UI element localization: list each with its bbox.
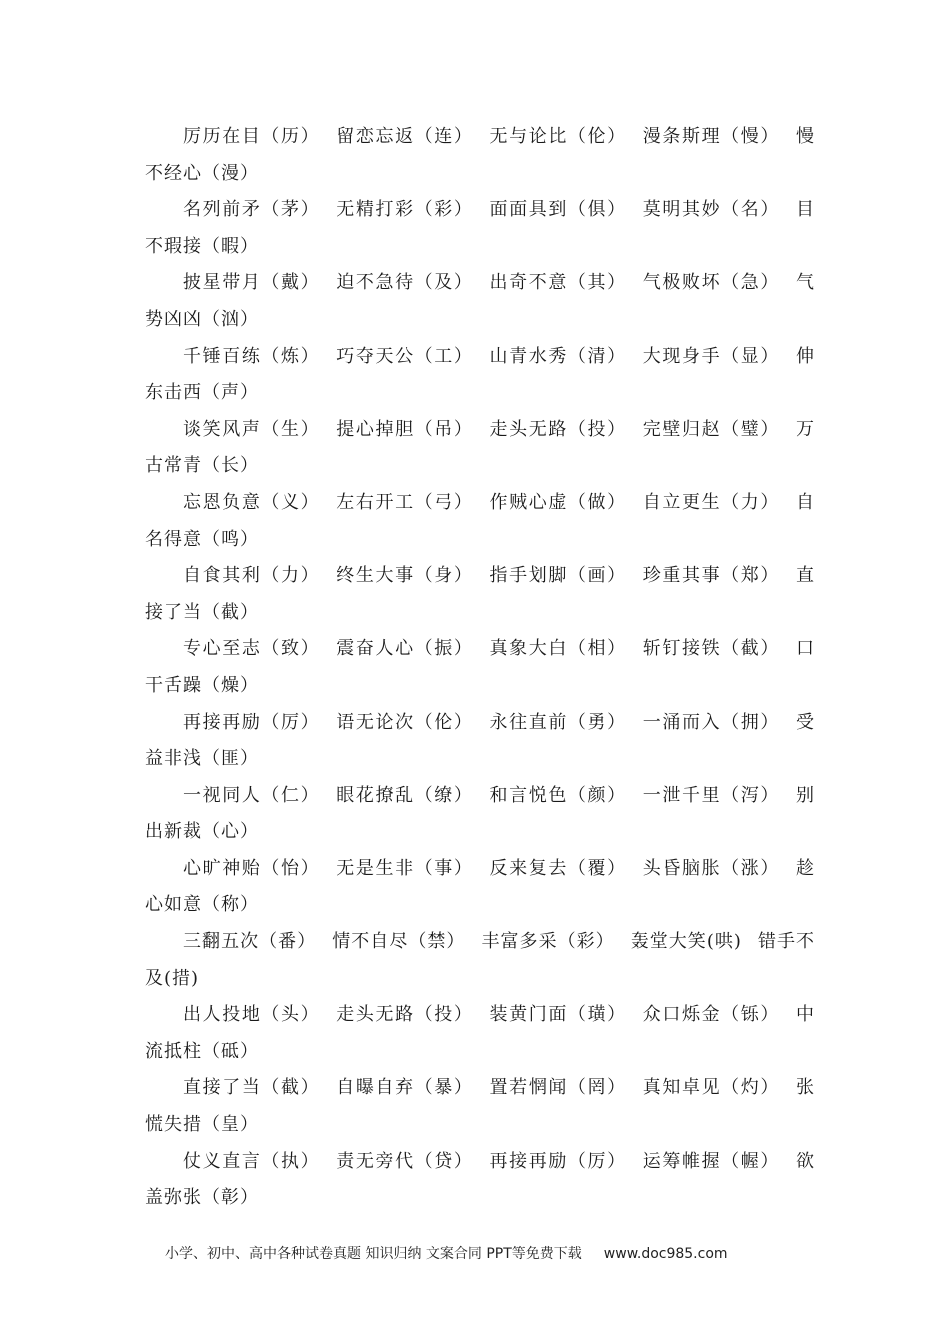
idiom-row xyxy=(145,1070,815,1143)
idiom-item: 面面具到（俱） xyxy=(489,199,627,221)
idiom-item: 指手划脚（画） xyxy=(489,565,627,587)
idiom-item: 口干舌躁（燥） xyxy=(145,638,815,696)
footer-text: 小学、初中、高中各种试卷真题 知识归纳 文案合同 PPT等免费下载 xyxy=(165,1246,582,1262)
idiom-item: 自名得意（鸣） xyxy=(145,491,815,550)
idiom-item: 无与论比（伦） xyxy=(489,126,627,147)
idiom-item: 和言悦色（颜） xyxy=(489,784,627,806)
idiom-item: 自立更生（力） xyxy=(642,491,780,513)
idiom-item: 左右开工（弓） xyxy=(336,491,474,513)
idiom-item: 眼花撩乱（缭） xyxy=(336,784,474,806)
idiom-item: 情不自尽（禁） xyxy=(332,931,466,953)
idiom-item: 斩钉接铁（截） xyxy=(642,638,780,660)
idiom-item: 千锤百练（炼） xyxy=(183,345,321,367)
idiom-item: 终生大事（身） xyxy=(336,565,474,587)
idiom-item: 披星带月（戴） xyxy=(183,272,321,294)
idiom-item: 专心至志（致） xyxy=(183,638,321,660)
idiom-item: 无是生非（事） xyxy=(336,857,474,879)
idiom-item: 头昏脑胀（涨） xyxy=(642,857,780,879)
idiom-item: 留恋忘返（连） xyxy=(336,126,474,147)
idiom-item: 自曝自弃（暴） xyxy=(336,1077,474,1099)
idiom-row xyxy=(145,631,815,704)
idiom-item: 作贼心虚（做） xyxy=(489,491,627,513)
idiom-item: 运筹帷握（幄） xyxy=(642,1150,780,1172)
idiom-item: 忘恩负意（义） xyxy=(183,491,321,513)
idiom-item: 直接了当（截） xyxy=(183,1077,321,1099)
idiom-item: 慢不经心（漫） xyxy=(145,126,815,184)
idiom-item: 谈笑风声（生） xyxy=(183,418,321,440)
idiom-item: 大现身手（显） xyxy=(642,345,780,367)
idiom-item: 再接再励（厉） xyxy=(489,1150,627,1172)
idiom-item: 置若惘闻（罔） xyxy=(489,1077,627,1099)
idiom-item: 厉历在目（历） xyxy=(183,126,321,147)
idiom-item: 气势凶凶（汹） xyxy=(145,272,815,330)
idiom-item: 三翻五次（番） xyxy=(183,931,317,953)
idiom-item: 责无旁代（贷） xyxy=(336,1150,474,1172)
idiom-item: 真象大白（相） xyxy=(489,638,627,660)
idiom-row xyxy=(145,485,815,558)
idiom-row xyxy=(145,851,815,924)
idiom-item: 语无论次（伦） xyxy=(336,711,474,733)
idiom-row xyxy=(145,265,815,338)
footer-site-link[interactable]: www.doc985.com xyxy=(603,1246,728,1262)
idiom-item: 完壁归赵（璧） xyxy=(642,418,780,440)
idiom-item: 漫条斯理（慢） xyxy=(642,126,780,147)
idiom-item: 错手不及(措) xyxy=(145,931,816,989)
idiom-item: 直接了当（截） xyxy=(145,565,815,623)
idiom-item: 自食其利（力） xyxy=(183,565,321,587)
idiom-row xyxy=(145,705,815,778)
idiom-row xyxy=(145,997,815,1070)
idiom-item: 装黄门面（璜） xyxy=(489,1004,627,1026)
idiom-item: 永往直前（勇） xyxy=(489,711,627,733)
idiom-item: 巧夺天公（工） xyxy=(336,345,474,367)
idiom-item: 反来复去（覆） xyxy=(489,857,627,879)
idiom-row xyxy=(145,558,815,631)
idiom-item: 珍重其事（郑） xyxy=(642,565,780,587)
idiom-row xyxy=(145,412,815,485)
page-footer xyxy=(165,1243,865,1263)
idiom-item: 别出新裁（心） xyxy=(145,784,815,843)
idiom-item: 轰堂大笑(哄) xyxy=(630,931,742,953)
idiom-item: 一涌而入（拥） xyxy=(642,711,780,733)
idiom-item: 气极败坏（急） xyxy=(642,272,780,294)
idiom-item: 一视同人（仁） xyxy=(183,784,321,806)
idiom-item: 莫明其妙（名） xyxy=(642,199,780,221)
idiom-item: 张慌失措（皇） xyxy=(145,1077,815,1136)
idiom-row xyxy=(145,1144,815,1217)
idiom-item: 仗义直言（执） xyxy=(183,1150,321,1172)
idiom-row xyxy=(145,339,815,412)
idiom-row xyxy=(145,192,815,265)
idiom-item: 万古常青（长） xyxy=(145,418,815,477)
idiom-row xyxy=(145,119,815,192)
idiom-item: 心旷神贻（怡） xyxy=(183,857,321,879)
idiom-item: 丰富多采（彩） xyxy=(481,931,615,953)
idiom-item: 提心掉胆（吊） xyxy=(336,418,474,440)
idiom-item: 迫不急待（及） xyxy=(336,272,474,294)
idiom-item: 众口烁金（铄） xyxy=(642,1004,780,1026)
idiom-row xyxy=(145,924,815,997)
idiom-correction-list xyxy=(145,119,815,1217)
idiom-item: 名列前矛（茅） xyxy=(183,199,321,221)
idiom-item: 伸东击西（声） xyxy=(145,345,815,404)
idiom-row xyxy=(145,778,815,851)
idiom-item: 出人投地（头） xyxy=(183,1004,321,1026)
idiom-item: 出奇不意（其） xyxy=(489,272,627,294)
idiom-item: 中流抵柱（砥） xyxy=(145,1004,815,1062)
idiom-item: 欲盖弥张（彰） xyxy=(145,1150,815,1209)
idiom-item: 趁心如意（称） xyxy=(145,857,815,916)
idiom-item: 目不瑕接（暇） xyxy=(145,199,815,257)
idiom-item: 真知卓见（灼） xyxy=(642,1077,780,1099)
idiom-item: 受益非浅（匪） xyxy=(145,711,815,770)
idiom-item: 震奋人心（振） xyxy=(336,638,474,660)
idiom-item: 无精打彩（彩） xyxy=(336,199,474,221)
idiom-item: 山青水秀（清） xyxy=(489,345,627,367)
idiom-item: 再接再励（厉） xyxy=(183,711,321,733)
idiom-item: 走头无路（投） xyxy=(336,1004,474,1026)
idiom-item: 走头无路（投） xyxy=(489,418,627,440)
idiom-item: 一泄千里（泻） xyxy=(642,784,780,806)
